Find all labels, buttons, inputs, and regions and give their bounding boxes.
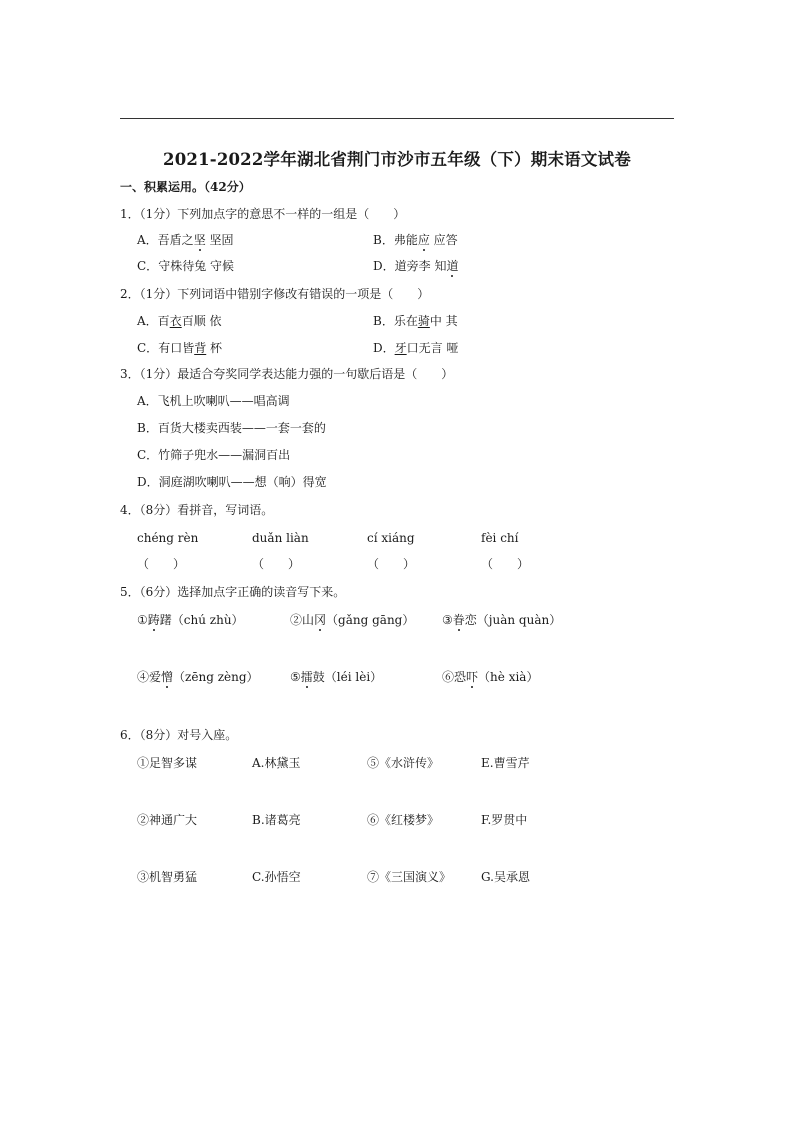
- answer-blank[interactable]: （ ）: [137, 557, 186, 571]
- pinyin-4: fèi chí: [481, 531, 519, 545]
- item-text: 山: [302, 613, 315, 627]
- item-number: ③: [442, 613, 453, 627]
- match-item: ②神通广大: [137, 813, 198, 827]
- option-label: C．: [137, 259, 159, 273]
- question-2-option-a: [137, 313, 222, 329]
- dotted-char: 应: [417, 233, 430, 247]
- item-number: ⑤: [290, 670, 301, 684]
- pinyin-1: chéng rèn: [137, 531, 199, 545]
- match-item: ③机智勇猛: [137, 870, 198, 884]
- underlined-char: 背: [194, 341, 207, 355]
- dotted-char: 坚: [193, 233, 206, 247]
- reading-item: [442, 612, 561, 628]
- dotted-char: 憎: [161, 670, 174, 684]
- option-text: 口无言 哑: [406, 341, 459, 355]
- option-text: 弗能: [393, 233, 418, 247]
- reading-item: [137, 669, 259, 685]
- dotted-char: 眷: [452, 613, 465, 627]
- question-2-option-c: [137, 340, 222, 356]
- option-label: B．: [373, 314, 394, 328]
- question-1-stem: 1．（1分）下列加点字的意思不一样的一组是（ ）: [120, 207, 406, 221]
- item-number: ④: [137, 670, 150, 684]
- item-number: ②: [290, 613, 303, 627]
- item-text: 鼓（léi lèi）: [312, 670, 383, 684]
- underlined-char: 衣: [169, 314, 182, 328]
- page-title: 2021-2022学年湖北省荆门市沙市五年级（下）期末语文试卷: [163, 150, 631, 169]
- item-text: 爱: [149, 670, 162, 684]
- question-3-option-c: C．竹筛子兜水——漏洞百出: [137, 448, 291, 462]
- item-text: 恐: [454, 670, 467, 684]
- question-1-option-b: [373, 232, 458, 248]
- reading-item: [137, 612, 244, 628]
- question-1-option-c: [137, 258, 234, 274]
- answer-blank[interactable]: （ ）: [481, 557, 530, 571]
- question-6-stem: 6．（8分）对号入座。: [120, 728, 238, 742]
- item-text: 恋（juàn quàn）: [464, 613, 562, 627]
- question-4-stem: 4．（8分）看拼音，写词语。: [120, 503, 274, 517]
- match-item: F.罗贯中: [481, 813, 528, 827]
- answer-blank[interactable]: （ ）: [367, 557, 416, 571]
- reading-item: [290, 669, 382, 685]
- option-text: 百顺 依: [181, 314, 222, 328]
- match-item: E.曹雪芹: [481, 756, 530, 770]
- option-text: 杯: [206, 341, 223, 355]
- question-3-stem: 3．（1分）最适合夸奖同学表达能力强的一句歇后语是（ ）: [120, 367, 454, 381]
- match-item: ⑥《红楼梦》: [367, 813, 440, 827]
- question-3-option-a: A．飞机上吹喇叭——唱高调: [137, 394, 290, 408]
- pinyin-3: cí xiáng: [367, 531, 415, 545]
- question-1-option-d: [373, 258, 458, 274]
- option-label: B．: [373, 233, 394, 247]
- question-2-option-b: [373, 313, 458, 329]
- match-item: C.孙悟空: [252, 870, 301, 884]
- option-text: 吾盾之: [157, 233, 194, 247]
- pinyin-2: duǎn liàn: [252, 531, 309, 545]
- match-item: ①足智多谋: [137, 756, 198, 770]
- item-text: （zēng zèng）: [173, 670, 259, 684]
- option-text: 应答: [429, 233, 458, 247]
- item-number: ①: [137, 613, 148, 627]
- section-heading: 一、积累运用。（42分）: [120, 180, 251, 194]
- option-text: 有口皆: [158, 341, 195, 355]
- match-item: A.林黛玉: [252, 756, 301, 770]
- question-5-stem: 5．（6分）选择加点字正确的读音写下来。: [120, 585, 346, 599]
- header-rule: [120, 118, 674, 119]
- question-3-option-d: D．洞庭湖吹喇叭——想（响）得宽: [137, 475, 327, 489]
- option-text: 乐在: [393, 314, 418, 328]
- option-label: D．: [373, 259, 395, 273]
- question-2-stem: 2．（1分）下列词语中错别字修改有错误的一项是（ ）: [120, 287, 430, 301]
- question-3-option-b: B．百货大楼卖西装——一套一套的: [137, 421, 326, 435]
- underlined-char: 骑: [417, 314, 430, 328]
- item-text: （gǎng gāng）: [326, 613, 415, 627]
- option-label: A．: [137, 314, 158, 328]
- option-label: D．: [373, 341, 395, 355]
- match-item: B.诸葛亮: [252, 813, 301, 827]
- answer-blank[interactable]: （ ）: [252, 557, 301, 571]
- question-2-option-d: [373, 340, 458, 356]
- option-text: 中 其: [429, 314, 458, 328]
- dotted-char: 擂: [300, 670, 313, 684]
- item-number: ⑥: [442, 670, 455, 684]
- option-text: 守株待兔 守候: [158, 259, 235, 273]
- dotted-char: 踌: [147, 613, 160, 627]
- dotted-char: 道: [446, 259, 459, 273]
- item-text: 躇（chú zhù）: [159, 613, 244, 627]
- match-item: G.吴承恩: [481, 870, 530, 884]
- reading-item: [290, 612, 414, 628]
- match-item: ⑦《三国演义》: [367, 870, 452, 884]
- dotted-char: 冈: [314, 613, 327, 627]
- option-label: A．: [137, 233, 158, 247]
- option-text: 道旁李 知: [394, 259, 447, 273]
- option-text: 坚固: [205, 233, 234, 247]
- question-1-option-a: [137, 232, 234, 248]
- item-text: （hè xià）: [478, 670, 539, 684]
- underlined-char: 牙: [394, 341, 407, 355]
- match-item: ⑤《水浒传》: [367, 756, 440, 770]
- dotted-char: 吓: [466, 670, 479, 684]
- option-text: 百: [157, 314, 170, 328]
- reading-item: [442, 669, 538, 685]
- option-label: C．: [137, 341, 159, 355]
